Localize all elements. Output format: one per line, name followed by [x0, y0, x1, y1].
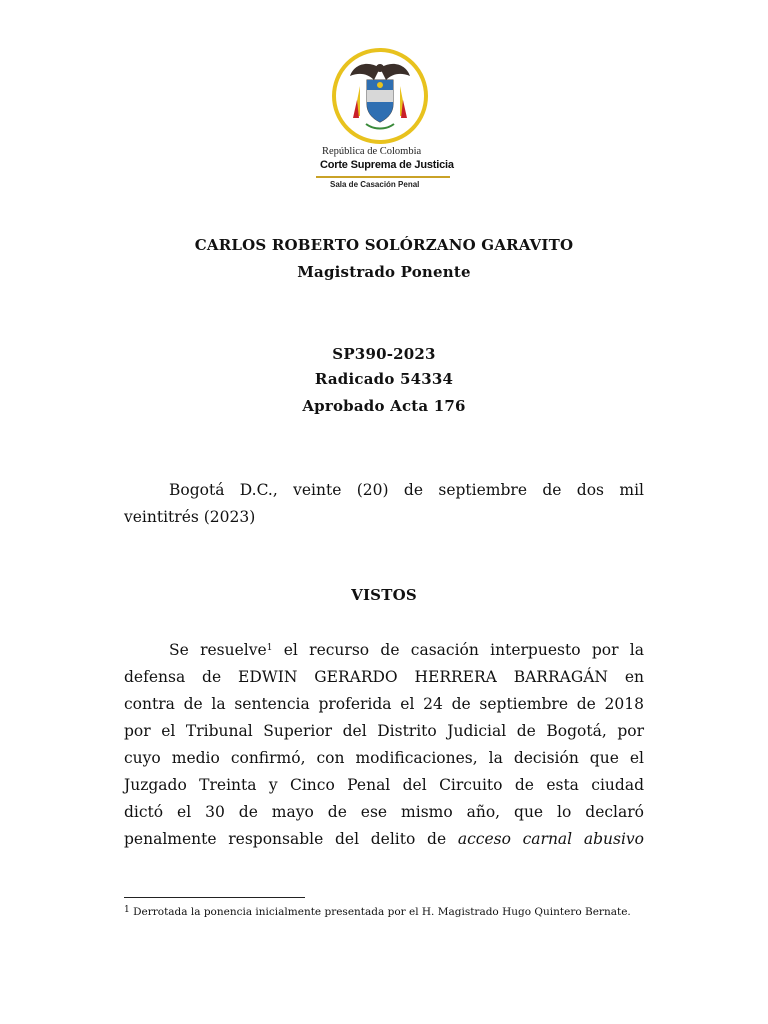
body-line-7: dictó el 30 de mayo de ese mismo año, que lo declaró [124, 803, 644, 821]
magistrate-name: CARLOS ROBERTO SOLÓRZANO GARAVITO [194, 236, 574, 254]
body-line-5: cuyo medio confirmó, con modificaciones, la decisión que el [124, 749, 644, 767]
case-number: SP390-2023 [332, 345, 436, 363]
case-radicado: Radicado 54334 [314, 370, 454, 388]
footnote-text: Derrotada la ponencia inicialmente presentada por el H. Magistrado Hugo Quintero Bernate. [129, 906, 631, 918]
body-line-6: Juzgado Treinta y Cinco Penal del Circuito de esta ciudad [124, 776, 644, 794]
footnote-marker: 1 [124, 905, 130, 915]
republic-label: República de Colombia [322, 146, 422, 157]
body-line-2: defensa de EDWIN GERARDO HERRERA BARRAGÁN en [124, 668, 644, 686]
body-line-1 [124, 637, 644, 664]
case-acta: Aprobado Acta 176 [302, 397, 466, 415]
body-line-8-start: penalmente responsable del delito de [124, 830, 458, 848]
court-name: Corte Suprema de Justicia [320, 159, 454, 171]
gold-divider [316, 176, 450, 178]
footnote [124, 905, 646, 919]
body-line-3: contra de la sentencia proferida el 24 de septiembre de 2018 [124, 695, 644, 713]
body-line-4: por el Tribunal Superior del Distrito Judicial de Bogotá, por [124, 722, 644, 740]
body-line-1-start: Se resuelve [169, 641, 267, 659]
magistrate-role: Magistrado Ponente [297, 263, 471, 281]
section-title: VISTOS [351, 586, 417, 604]
footnote-ref: 1 [266, 643, 273, 653]
colombia-coat-of-arms-icon [330, 46, 430, 146]
body-line-1-end: el recurso de casación interpuesto por la [272, 641, 644, 659]
chamber-name: Sala de Casación Penal [330, 180, 420, 189]
date-line-2: veintitrés (2023) [124, 508, 256, 526]
crime-name: acceso carnal abusivo [457, 830, 644, 848]
footnote-divider [124, 897, 305, 898]
date-line-1: Bogotá D.C., veinte (20) de septiembre de dos mil [169, 481, 644, 499]
body-line-8 [124, 826, 644, 853]
